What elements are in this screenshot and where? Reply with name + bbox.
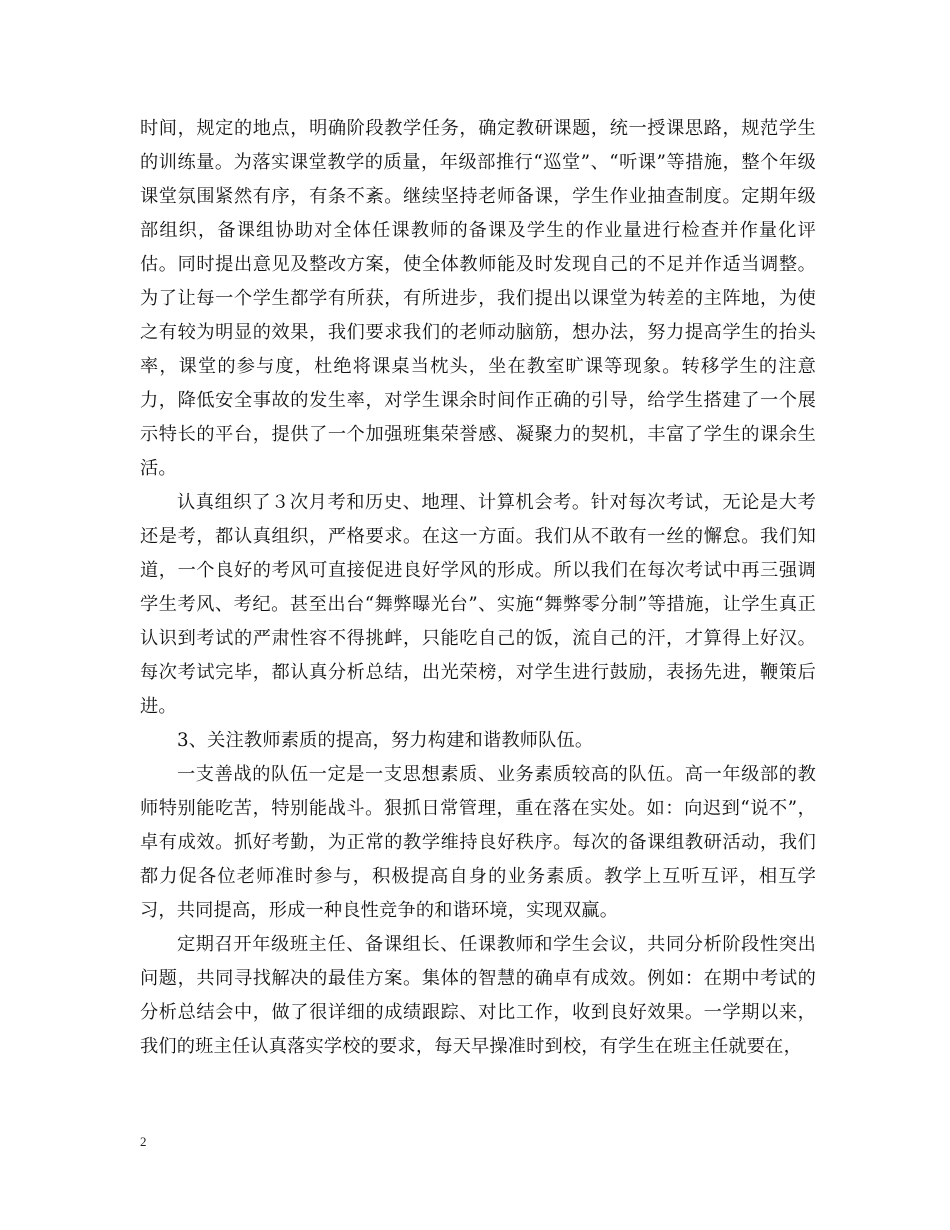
section-heading-3: 3、关注教师素质的提高，努力构建和谐教师队伍。 <box>177 730 594 751</box>
paragraph-5: 定期召开年级班主任、备课组长、任课教师和学生会议，共同分析阶段性突出问题，共同寻找解决的最佳方案。集体的智慧的确卓有成效。例如：在期中考试的分析总结会中，做了很详细的成绩跟踪、对比工作，收到良好效果。一学期以来，我们的班主任认真落实学校的要求，每天早操准时到校，有学生在班主任就要在， <box>140 934 816 1057</box>
paragraph-4: 一支善战的队伍一定是一支思想素质、业务素质较高的队伍。高一年级部的教师特别能吃苦，特别能战斗。狠抓日常管理，重在落在实处。如：向迟到“说不”，卓有成效。抓好考勤，为正常的教学维持良好秩序。每次的备课组教研活动，我们都力促各位老师准时参与，积极提高自身的业务素质。教学上互听互评，相互学习，共同提高，形成一种良性竞争的和谐环境，实现双赢。 <box>140 764 816 921</box>
paragraph-2: 认真组织了３次月考和历史、地理、计算机会考。针对每次考试，无论是大考还是考，都认真组织，严格要求。在这一方面。我们从不敢有一丝的懈怠。我们知道，一个良好的考风可直接促进良好学风的形成。所以我们在每次考试中再三强调学生考风、考纪。甚至出台“舞弊曝光台”、实施“舞弊零分制”等措施，让学生真正认识到考试的严肃性容不得挑衅，只能吃自己的饭，流自己的汗，才算得上好汉。每次考试完毕，都认真分析总结，出光荣榜，对学生进行鼓励，表扬先进，鞭策后进。 <box>140 492 816 717</box>
document-body <box>140 112 816 1064</box>
paragraph-1: 时间，规定的地点，明确阶段教学任务，确定教研课题，统一授课思路，规范学生的训练量。为落实课堂教学的质量，年级部推行“巡堂”、“听课”等措施，整个年级课堂氛围紧然有序，有条不紊。继续坚持老师备课，学生作业抽查制度。定期年级部组织，备课组协助对全体任课教师的备课及学生的作业量进行检查并作量化评估。同时提出意见及整改方案，使全体教师能及时发现自己的不足并作适当调整。为了让每一个学生都学有所获，有所进步，我们提出以课堂为转差的主阵地，为使之有较为明显的效果，我们要求我们的老师动脑筋，想办法，努力提高学生的抬头率，课堂的参与度，杜绝将课桌当枕头，坐在教室旷课等现象。转移学生的注意力，降低安全事故的发生率，对学生课余时间作正确的引导，给学生搭建了一个展示特长的平台，提供了一个加强班集荣誉感、凝聚力的契机，丰富了学生的课余生活。 <box>140 118 816 479</box>
page-number: 2 <box>140 1134 147 1149</box>
